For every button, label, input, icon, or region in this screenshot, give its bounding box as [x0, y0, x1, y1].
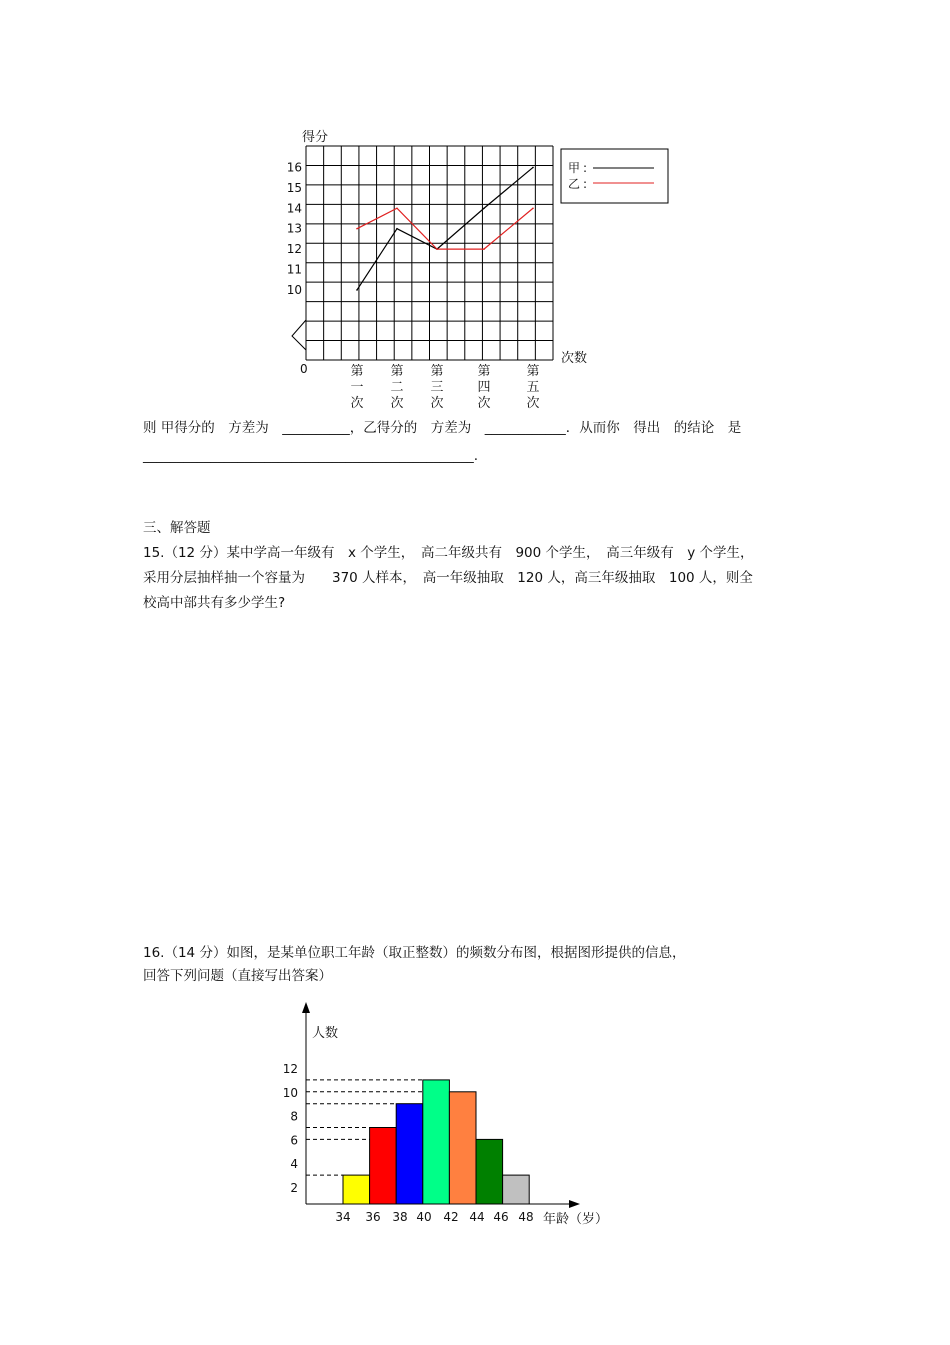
histogram-ytick-label: 6: [290, 1133, 298, 1148]
histogram-bar: [423, 1080, 450, 1204]
q14-conclusion-blank: _________________________________________________.: [143, 448, 479, 464]
axis-break-mark: [292, 320, 306, 360]
line-chart-ylabel: 得分: [302, 130, 329, 145]
histogram-xtick-label: 42: [443, 1210, 459, 1224]
histogram-bar: [396, 1104, 423, 1204]
ytick-label: 15: [286, 180, 302, 195]
histogram-xtick-label: 46: [493, 1210, 509, 1224]
histogram-bar: [449, 1092, 476, 1204]
xtick-label-char: 第: [477, 364, 491, 379]
q14-variance-line: 则 甲得分的 方差为 __________，乙得分的 方差为 ____________．从而你 得出 的结论 是: [143, 420, 742, 436]
section-heading: 三、解答题: [143, 520, 211, 536]
ytick-label: 11: [286, 262, 302, 277]
series-point: [483, 248, 485, 250]
score-line-chart: [0, 0, 950, 420]
histogram-ytick-label: 12: [282, 1062, 298, 1076]
ytick-label: 16: [286, 160, 302, 175]
histogram-xtick-label: 44: [469, 1210, 485, 1224]
series-point: [356, 289, 358, 291]
histogram-xlabel: 年龄（岁）: [543, 1212, 609, 1227]
series-point: [483, 207, 485, 209]
xtick-label-char: 第: [390, 364, 404, 379]
q16-line-1: 16.（14 分）如图，是某单位职工年龄（取正整数）的频数分布图，根据图形提供的信息，: [143, 945, 686, 961]
xtick-label-char: 次: [477, 396, 491, 411]
ytick-label: 13: [286, 221, 302, 236]
histogram-xtick-label: 38: [392, 1210, 408, 1224]
line-chart-yticks: [287, 160, 302, 297]
line-chart-xticks: [350, 364, 539, 411]
line-chart-origin: 0: [300, 362, 308, 376]
histogram-bar: [503, 1175, 530, 1204]
series-point: [396, 207, 398, 209]
series-point: [436, 248, 438, 250]
series-point: [396, 228, 398, 230]
ytick-label: 10: [286, 282, 302, 297]
ytick-label: 12: [286, 242, 302, 257]
q15-line-3: 校高中部共有多少学生?: [143, 595, 286, 611]
series-point: [356, 228, 358, 230]
xtick-label-char: 四: [477, 380, 491, 395]
line-chart-grid: [292, 146, 553, 360]
histogram-reference-lines: [306, 1080, 476, 1175]
histogram-xtick-label: 40: [416, 1210, 432, 1224]
histogram-xticks: [335, 1210, 533, 1224]
xtick-label-char: 次: [390, 396, 404, 411]
q15-line-1: 15.（12 分）某中学高一年级有 x 个学生， 高二年级共有 900 个学生， 高三年级有 y 个学生，: [143, 545, 754, 561]
legend-label-jia: 甲: [568, 161, 581, 175]
histogram-bar: [370, 1128, 397, 1205]
histogram-xtick-label: 34: [335, 1210, 351, 1224]
histogram-bars: [343, 1080, 529, 1204]
xtick-label-char: 三: [430, 380, 444, 395]
histogram-ytick-label: 2: [290, 1181, 298, 1195]
histogram-ylabel: 人数: [312, 1026, 339, 1041]
histogram-axes: [302, 1002, 580, 1208]
histogram-bar: [343, 1175, 370, 1204]
xtick-label-char: 五: [526, 380, 540, 395]
xtick-label-char: 一: [350, 380, 364, 395]
legend-label-yi: 乙: [568, 177, 581, 191]
xtick-label-char: 次: [526, 396, 540, 411]
line-chart-xlabel: 次数: [561, 351, 588, 366]
line-chart-legend: [561, 149, 668, 203]
xtick-label-char: 次: [350, 396, 364, 411]
q15-line-2: 采用分层抽样抽一个容量为 370 人样本， 高一年级抽取 120 人，高三年级抽取 100 人，则全: [143, 570, 753, 586]
histogram-ytick-label: 4: [290, 1157, 298, 1172]
xtick-label-char: 二: [390, 380, 404, 395]
ytick-label: 14: [286, 201, 302, 216]
legend-colon-jia: :: [583, 161, 588, 175]
histogram-xtick-label: 48: [518, 1210, 534, 1224]
xtick-label-char: 第: [430, 364, 444, 379]
xtick-label-char: 次: [430, 396, 444, 411]
histogram-ytick-label: 10: [282, 1085, 298, 1100]
histogram-yticks: [283, 1062, 298, 1195]
series-point: [532, 207, 534, 209]
q16-line-2: 回答下列问题（直接写出答案）: [143, 968, 332, 984]
series-point: [532, 167, 534, 169]
xtick-label-char: 第: [526, 364, 540, 379]
legend-colon-yi: :: [583, 177, 588, 191]
histogram-xtick-label: 36: [365, 1210, 381, 1224]
xtick-label-char: 第: [350, 364, 364, 379]
series-line-jia: [357, 167, 533, 290]
histogram-ytick-label: 8: [290, 1109, 298, 1124]
histogram-bar: [476, 1139, 503, 1204]
